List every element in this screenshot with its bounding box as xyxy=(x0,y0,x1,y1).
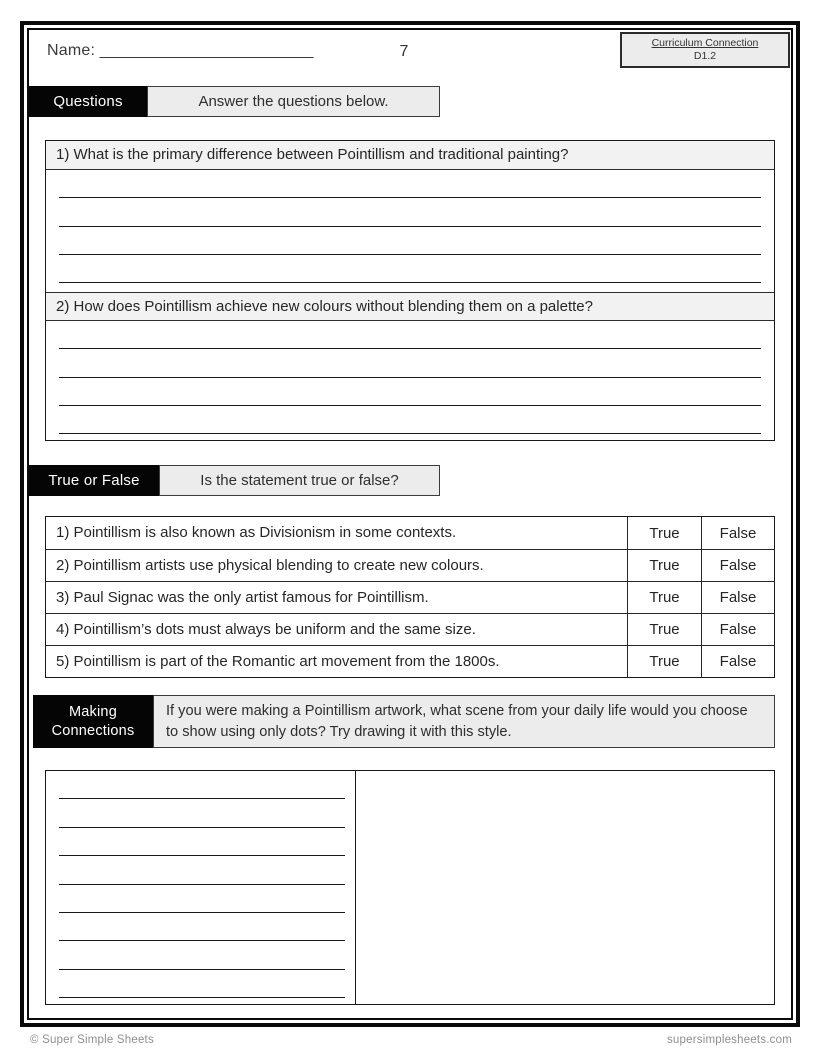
page-number: 7 xyxy=(399,43,409,60)
question-1-prompt: 1) What is the primary difference between Pointillism and traditional painting? xyxy=(46,141,774,170)
name-field-row xyxy=(47,42,313,60)
curriculum-connection-code: D1.2 xyxy=(693,50,717,62)
true-option-4[interactable]: True xyxy=(627,614,701,645)
questions-answer-box xyxy=(45,140,775,441)
making-connections-instruction: If you were making a Pointillism artwork, what scene from your daily life would you choose to show using only dots? Try drawing it with this style. xyxy=(153,695,775,748)
making-connections-work-box xyxy=(45,770,775,1005)
true-false-table xyxy=(45,516,775,678)
answer-line[interactable] xyxy=(59,255,761,283)
writing-line[interactable] xyxy=(59,856,345,884)
writing-line[interactable] xyxy=(59,970,345,998)
worksheet-page xyxy=(20,21,800,1027)
table-row xyxy=(46,517,774,549)
table-row xyxy=(46,645,774,677)
making-connections-writing-area[interactable] xyxy=(46,771,356,1004)
statement-5: 5) Pointillism is part of the Romantic art movement from the 1800s. xyxy=(56,653,500,670)
answer-line[interactable] xyxy=(59,227,761,255)
answer-line[interactable] xyxy=(59,198,761,226)
making-connections-section-label: Making Connections xyxy=(33,695,153,748)
statement-3: 3) Paul Signac was the only artist famous for Pointillism. xyxy=(56,589,429,606)
questions-section-bar xyxy=(29,86,440,117)
true-option-3[interactable]: True xyxy=(627,582,701,613)
copyright-text: © Super Simple Sheets xyxy=(30,1034,154,1046)
writing-line[interactable] xyxy=(59,885,345,913)
answer-line[interactable] xyxy=(59,406,761,434)
website-text: supersimplesheets.com xyxy=(666,1034,792,1046)
name-label: Name: xyxy=(47,42,96,59)
false-option-1[interactable]: False xyxy=(701,517,774,549)
writing-line[interactable] xyxy=(59,771,345,799)
writing-line[interactable] xyxy=(59,799,345,827)
false-option-5[interactable]: False xyxy=(701,646,774,677)
writing-line[interactable] xyxy=(59,913,345,941)
question-2-prompt: 2) How does Pointillism achieve new colours without blending them on a palette? xyxy=(46,292,774,321)
table-row xyxy=(46,549,774,581)
worksheet-inner-border xyxy=(27,28,793,1020)
true-false-section-instruction: Is the statement true or false? xyxy=(159,465,440,496)
curriculum-connection-box xyxy=(620,32,790,68)
true-false-section-bar xyxy=(29,465,440,496)
statement-1: 1) Pointillism is also known as Divisionism in some contexts. xyxy=(56,524,457,541)
true-option-1[interactable]: True xyxy=(627,517,701,549)
page-footer xyxy=(30,1034,792,1046)
curriculum-connection-title: Curriculum Connection xyxy=(651,37,759,49)
questions-section-instruction: Answer the questions below. xyxy=(147,86,440,117)
false-option-4[interactable]: False xyxy=(701,614,774,645)
answer-line[interactable] xyxy=(59,321,761,349)
question-1-answer-area[interactable] xyxy=(46,170,774,292)
name-blank-line[interactable]: ________________________ xyxy=(99,42,314,59)
question-2-answer-area[interactable] xyxy=(46,321,774,442)
true-option-5[interactable]: True xyxy=(627,646,701,677)
answer-line[interactable] xyxy=(59,378,761,406)
writing-line[interactable] xyxy=(59,828,345,856)
table-row xyxy=(46,613,774,645)
writing-line[interactable] xyxy=(59,941,345,969)
table-row xyxy=(46,581,774,613)
false-option-2[interactable]: False xyxy=(701,550,774,581)
true-option-2[interactable]: True xyxy=(627,550,701,581)
false-option-3[interactable]: False xyxy=(701,582,774,613)
answer-line[interactable] xyxy=(59,349,761,377)
making-connections-section-bar xyxy=(33,695,775,748)
statement-2: 2) Pointillism artists use physical blending to create new colours. xyxy=(56,557,484,574)
questions-section-label: Questions xyxy=(29,86,147,117)
statement-4: 4) Pointillism’s dots must always be uniform and the same size. xyxy=(56,621,476,638)
true-false-section-label: True or False xyxy=(29,465,159,496)
answer-line[interactable] xyxy=(59,170,761,198)
drawing-area[interactable] xyxy=(356,771,774,1004)
